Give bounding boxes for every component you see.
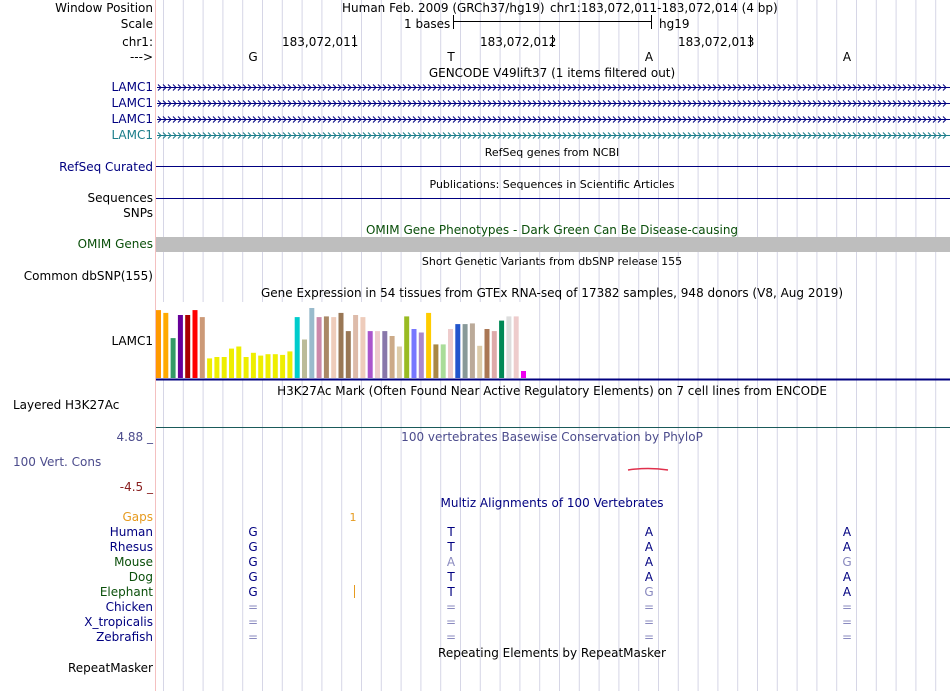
dbsnp-label[interactable]: Common dbSNP(155) — [23, 269, 153, 283]
species-base: G — [248, 540, 258, 554]
species-base: A — [842, 540, 852, 554]
gtex-bar — [273, 354, 278, 378]
gtex-bar — [331, 317, 336, 378]
gtex-bar — [258, 356, 263, 378]
assembly-name: Human Feb. 2009 (GRCh37/hg19) — [342, 1, 545, 15]
gtex-bar — [244, 357, 249, 378]
repeatmasker-title: Repeating Elements by RepeatMasker — [438, 646, 666, 660]
gtex-bar — [156, 310, 161, 378]
species-base: A — [842, 570, 852, 584]
gencode-gene-4[interactable]: LAMC1 — [111, 128, 153, 142]
gencode-gene-2[interactable]: LAMC1 — [111, 96, 153, 110]
base-3: A — [644, 50, 654, 64]
phylop-title: 100 vertebrates Basewise Conservation by PhyloP — [401, 430, 703, 444]
gtex-bar — [426, 313, 431, 378]
species-base: = — [841, 630, 853, 644]
species-base: A — [644, 570, 654, 584]
h3k27ac-label[interactable]: Layered H3K27Ac — [13, 398, 120, 412]
gtex-bar — [433, 344, 438, 378]
species-base: A — [842, 525, 852, 539]
species-base: G — [248, 585, 258, 599]
gtex-bar — [404, 316, 409, 378]
omim-title: OMIM Gene Phenotypes - Dark Green Can Be Disease-causing — [365, 223, 739, 237]
species-base: = — [643, 615, 655, 629]
species-label-dog[interactable]: Dog — [128, 570, 153, 584]
species-base: = — [841, 615, 853, 629]
species-base: T — [447, 525, 455, 539]
gtex-bar — [280, 355, 285, 378]
species-base: A — [644, 555, 654, 569]
species-base: = — [643, 630, 655, 644]
window-position: chr1:183,072,011-183,072,014 (4 bp) — [550, 1, 778, 15]
gtex-bar — [499, 321, 504, 378]
multiz-title: Multiz Alignments of 100 Vertebrates — [440, 496, 664, 510]
gtex-bar — [324, 316, 329, 378]
gencode-transcripts — [157, 85, 950, 139]
dbsnp-title: Short Genetic Variants from dbSNP release 155 — [421, 255, 683, 268]
species-label-x_tropicalis[interactable]: X_tropicalis — [84, 615, 153, 629]
species-label-chicken[interactable]: Chicken — [105, 600, 153, 614]
gtex-bar — [368, 331, 373, 378]
gtex-bar — [178, 315, 183, 378]
gtex-bar — [360, 317, 365, 378]
gtex-bar — [207, 358, 212, 378]
gtex-bar — [412, 329, 417, 378]
coord-label-3: 183,072,013 — [678, 35, 755, 49]
species-base: = — [247, 630, 259, 644]
gaps-value: 1 — [349, 511, 357, 524]
gencode-gene-3[interactable]: LAMC1 — [111, 112, 153, 126]
publications-title: Publications: Sequences in Scientific Articles — [429, 178, 675, 191]
refseq-title: RefSeq genes from NCBI — [484, 146, 620, 159]
gtex-bar — [251, 353, 256, 378]
species-base: T — [447, 540, 455, 554]
scale-db: hg19 — [659, 17, 690, 31]
gtex-bar — [419, 333, 424, 379]
gtex-bar — [200, 317, 205, 378]
gtex-bar — [302, 340, 307, 379]
phylop-min: -4.5 _ — [119, 480, 153, 494]
species-base: = — [643, 600, 655, 614]
species-label-elephant[interactable]: Elephant — [99, 585, 153, 599]
species-base: = — [445, 600, 457, 614]
phylop-label[interactable]: 100 Vert. Cons — [13, 455, 102, 469]
gtex-bar — [506, 316, 511, 378]
omim-label[interactable]: OMIM Genes — [77, 237, 153, 251]
species-base: A — [644, 525, 654, 539]
base-1: G — [248, 50, 258, 64]
gtex-bar — [521, 371, 526, 378]
gtex-bar — [382, 331, 387, 378]
species-base: T — [447, 585, 455, 599]
gtex-bar — [514, 316, 519, 378]
phylop-signal — [628, 469, 668, 471]
gtex-bar — [390, 336, 395, 378]
window-position-label: Window Position — [55, 1, 153, 15]
h3k27ac-title: H3K27Ac Mark (Often Found Near Active Regulatory Elements) on 7 cell lines from ENCODE — [277, 384, 827, 398]
species-base: T — [447, 570, 455, 584]
gtex-bar — [266, 354, 271, 378]
gtex-bar — [222, 357, 227, 378]
gtex-bar — [214, 357, 219, 378]
refseq-label[interactable]: RefSeq Curated — [59, 160, 153, 174]
gtex-bar — [339, 313, 344, 378]
strand-label: ---> — [129, 50, 153, 64]
gtex-bar — [441, 344, 446, 378]
gtex-label[interactable]: LAMC1 — [111, 334, 153, 348]
chrom-label: chr1: — [122, 35, 153, 49]
gtex-bar — [163, 313, 168, 378]
gencode-title: GENCODE V49lift37 (1 items filtered out) — [428, 66, 676, 80]
gtex-bar — [317, 317, 322, 378]
gtex-bar — [353, 315, 358, 378]
repeatmasker-label[interactable]: RepeatMasker — [67, 661, 153, 675]
gtex-bar — [455, 324, 460, 378]
gtex-bar — [309, 308, 314, 378]
omim-bar — [156, 237, 950, 252]
species-base: = — [841, 600, 853, 614]
species-base: G — [248, 570, 258, 584]
species-base: = — [445, 615, 457, 629]
coord-label-1: 183,072,011 — [282, 35, 359, 49]
species-base: G — [842, 555, 852, 569]
scale-label: Scale — [120, 17, 153, 31]
species-base: G — [644, 585, 654, 599]
base-4: A — [842, 50, 852, 64]
gtex-bar — [375, 331, 380, 378]
publications-label[interactable]: Sequences — [87, 191, 153, 205]
species-base: G — [248, 525, 258, 539]
gtex-bar — [463, 324, 468, 378]
species-label-human[interactable]: Human — [109, 525, 153, 539]
gencode-gene-1[interactable]: LAMC1 — [111, 80, 153, 94]
species-label-zebrafish[interactable]: Zebrafish — [96, 630, 153, 644]
gtex-bar — [229, 349, 234, 378]
gtex-bar — [470, 323, 475, 378]
coord-label-2: 183,072,012 — [480, 35, 557, 49]
gtex-bar — [171, 338, 176, 378]
species-label-mouse[interactable]: Mouse — [114, 555, 153, 569]
gtex-bar — [485, 329, 490, 378]
base-2: T — [447, 50, 455, 64]
gaps-label[interactable]: Gaps — [122, 510, 153, 524]
gtex-bar — [448, 329, 453, 378]
species-base: = — [247, 615, 259, 629]
gtex-bar — [236, 347, 241, 379]
scale-value: 1 bases — [404, 17, 451, 31]
gtex-bar — [185, 315, 190, 378]
species-base: = — [445, 630, 457, 644]
species-base: A — [842, 585, 852, 599]
gtex-title: Gene Expression in 54 tissues from GTEx RNA-seq of 17382 samples, 948 donors (V8, Aug 2019) — [260, 286, 844, 300]
gtex-bar — [346, 331, 351, 378]
species-base: = — [247, 600, 259, 614]
phylop-max: 4.88 _ — [116, 430, 153, 444]
gtex-bar — [295, 317, 300, 378]
species-base: A — [644, 540, 654, 554]
gtex-bar — [193, 310, 198, 378]
gtex-bar — [477, 346, 482, 378]
snps-label[interactable]: SNPs — [123, 206, 153, 220]
species-base: G — [248, 555, 258, 569]
species-label-rhesus[interactable]: Rhesus — [109, 540, 153, 554]
gtex-bar — [492, 331, 497, 378]
gtex-bar — [287, 351, 292, 378]
gtex-bar — [397, 347, 402, 379]
species-base: A — [446, 555, 456, 569]
